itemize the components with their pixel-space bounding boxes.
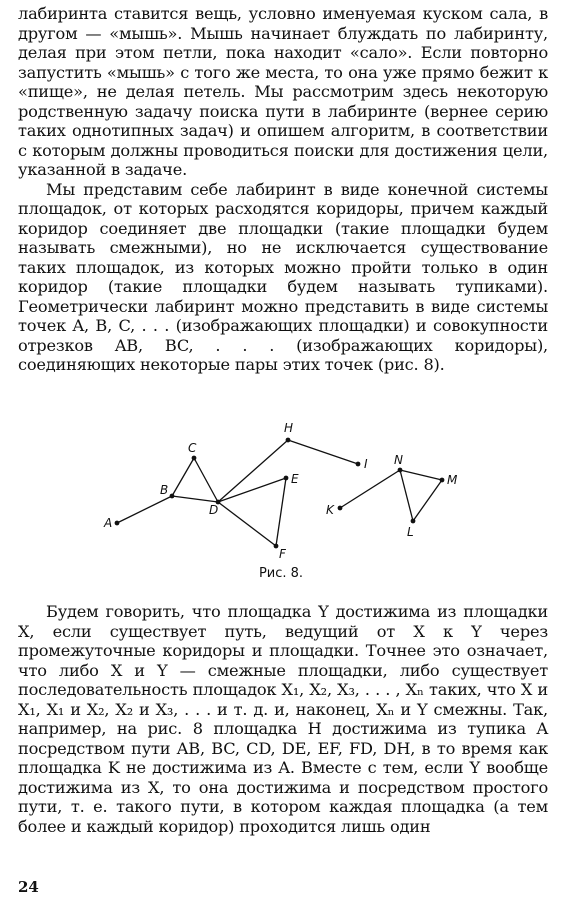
figure-8 xyxy=(0,410,562,590)
edge-dh xyxy=(218,440,288,502)
edge-ml xyxy=(413,480,442,521)
label-b: B xyxy=(160,483,169,497)
point-f xyxy=(274,544,279,549)
page-number: 24 xyxy=(18,878,39,896)
point-i xyxy=(356,462,361,467)
point-a xyxy=(115,521,120,526)
edge-kn xyxy=(340,470,400,508)
paragraph-2: Мы представим себе лабиринт в виде конечной системы площадок, от которых расходятся коридоры, причем каждый коридор соединяет две площадки (такие площадки будем называть смежными), но не исключается существование таких площадок, из которых можно пройти только в один коридор (такие площадки будем называть тупиками). Геометрически лабиринт можно представить в виде системы точек A, B, C, . . . (изображающих площадки) и совокупности отрезков AB, BC, . . . (изображающих коридоры), соединяющих некоторые пары этих точек (рис. 8). xyxy=(18,179,548,374)
edge-cd xyxy=(194,458,218,502)
label-k: K xyxy=(326,503,334,517)
label-e: E xyxy=(291,472,299,486)
point-b xyxy=(170,494,175,499)
paragraph-1: лабиринта ставится вещь, условно именуемая куском сала, в другом — «мышь». Мышь начинает блуждать по лабиринту, делая при этом петли, пока находит «сало». Если повторно запустить «мышь» с того же места, то она уже прямо бежит к «пище», не делая петель. Мы рассмотрим здесь некоторую родственную задачу поиска пути в лабиринте (вернее серию таких однотипных задач) и опишем алгоритм, в соответствии с которым должны проводиться поиски для достижения цели, указанной в задаче. xyxy=(18,4,548,179)
top-text-block xyxy=(18,4,548,375)
point-e xyxy=(284,476,289,481)
label-n: N xyxy=(394,453,403,467)
label-h: H xyxy=(284,421,294,435)
point-n xyxy=(398,468,403,473)
point-l xyxy=(411,519,416,524)
edge-hi xyxy=(288,440,358,464)
edge-nm xyxy=(400,470,442,480)
label-a: A xyxy=(104,516,113,530)
paragraph-3: Будем говорить, что площадка Y достижима из площадки X, если существует путь, ведущий от X к Y через промежуточные коридоры и площадки. Точнее это означает, что либо X и Y — смежные площадки, либо существует последовательность площадок X₁, X₂, X₃, . . . , Xₙ таких, что X и X₁, X₁ и X₂, X₂ и X₃, . . . и т. д. и, наконец, Xₙ и Y смежны. Так, например, на рис. 8 площадка H достижима из тупика A посредством пути AB, BC, CD, DE, EF, FD, DH, в то время как площадка K не достижима из A. Вместе с тем, если Y вообще достижима из X, то она достижима и посредством простого пути, т. е. такого пути, в котором каждая площадка (а тем более и каждый коридор) проходится лишь один xyxy=(18,602,548,836)
point-k xyxy=(338,506,343,511)
point-h xyxy=(286,438,291,443)
figure-caption: Рис. 8. xyxy=(258,566,304,581)
edge-bc xyxy=(172,458,194,496)
label-i: I xyxy=(364,457,368,471)
point-m xyxy=(440,478,445,483)
label-l: L xyxy=(407,525,414,539)
label-d: D xyxy=(209,503,219,517)
edge-de xyxy=(218,478,286,502)
label-c: C xyxy=(188,441,197,455)
point-c xyxy=(192,456,197,461)
maze-graph xyxy=(0,410,562,570)
label-f: F xyxy=(279,547,286,561)
edge-ab xyxy=(117,496,172,523)
edge-nl xyxy=(400,470,413,521)
label-m: M xyxy=(447,473,458,487)
bottom-text-block xyxy=(18,602,548,836)
edge-bd xyxy=(172,496,218,502)
edge-df xyxy=(218,502,276,546)
edge-ef xyxy=(276,478,286,546)
